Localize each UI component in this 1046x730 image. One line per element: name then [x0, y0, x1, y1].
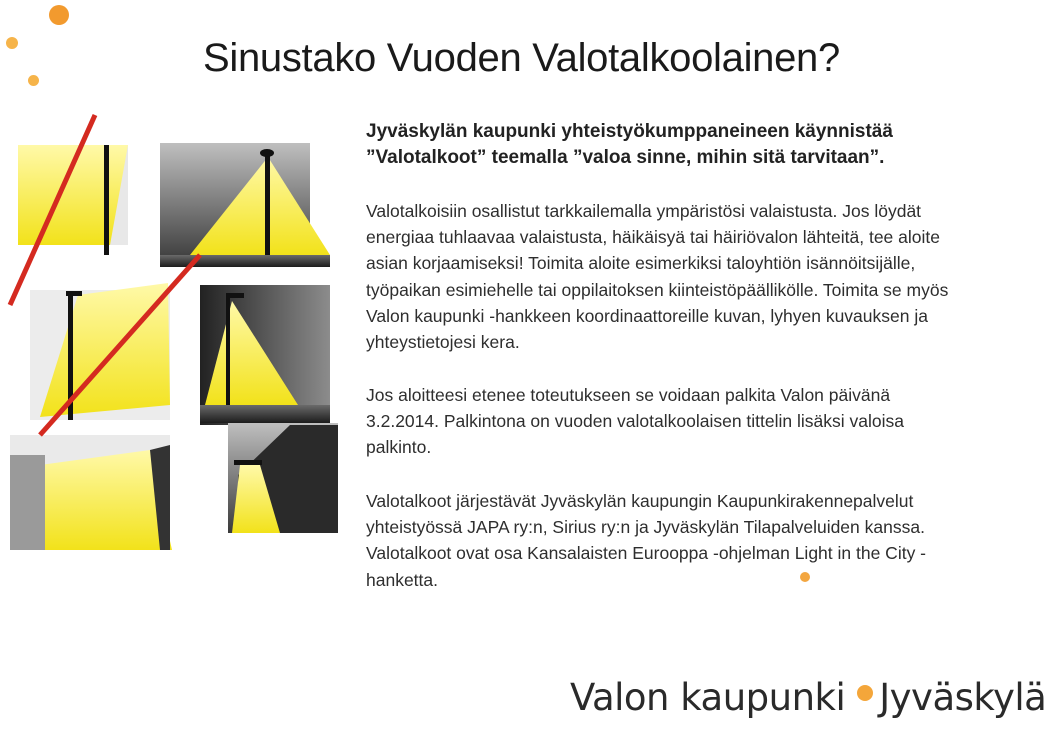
paragraph-award: Jos aloitteesi etenee toteutukseen se voidaan palkita Valon päivänä 3.2.2014. Palkintona on vuoden valotalkoolaisen tittelin lisäksi valoisa palkinto.: [366, 385, 904, 458]
logo-text-left: Valon kaupunki: [570, 675, 846, 719]
decorative-dot: [6, 37, 18, 49]
valon-kaupunki-logo: [570, 672, 1046, 722]
panel-good-light-3: [228, 423, 338, 533]
logo-dot-icon: [857, 685, 873, 701]
logo-text-right: Jyväskylä: [879, 675, 1046, 719]
panel-good-light-2: [200, 285, 330, 425]
page-title: Sinustako Vuoden Valotalkoolainen?: [203, 36, 840, 80]
panel-bad-light-2: [30, 283, 170, 420]
headline-line-1: Jyväskylän kaupunki yhteistyökumppaneineen käynnistää: [366, 121, 893, 142]
lighting-illustration: [0, 105, 340, 565]
decorative-dot: [28, 75, 39, 86]
panel-bad-light-3: [10, 435, 172, 550]
headline: [366, 119, 946, 171]
headline-line-2: ”Valotalkoot” teemalla ”valoa sinne, mihin sitä tarvitaan”.: [366, 147, 885, 168]
panel-good-light-1: [160, 143, 330, 267]
paragraph-participation: Valotalkoisiin osallistut tarkkailemalla ympäristösi valaistusta. Jos löydät energiaa tuhlaavaa valaistusta, häikäisyä tai häiriövalon lähteitä, tee aloite asian korjaamiseksi! Toimita aloite esimerkiksi taloyhtiön isännöitsijälle, työpaikan esimiehelle tai oppilaitoksen kiinteistöpäällikölle. Toimita se myös Valon kaupunki -hankkeen koordinaattoreille kuvan, lyhyen kuvauksen ja yhteystietojesi kera.: [366, 201, 949, 353]
decorative-dot: [49, 5, 69, 25]
paragraph-organizers: Valotalkoot järjestävät Jyväskylän kaupungin Kaupunkirakennepalvelut yhteistyössä JAPA ry:n, Sirius ry:n ja Jyväskylän Tilapalveluiden kanssa. Valotalkoot ovat osa Kansalaisten Eurooppa -ohjelman Light in the City -hanketta.: [366, 491, 927, 590]
